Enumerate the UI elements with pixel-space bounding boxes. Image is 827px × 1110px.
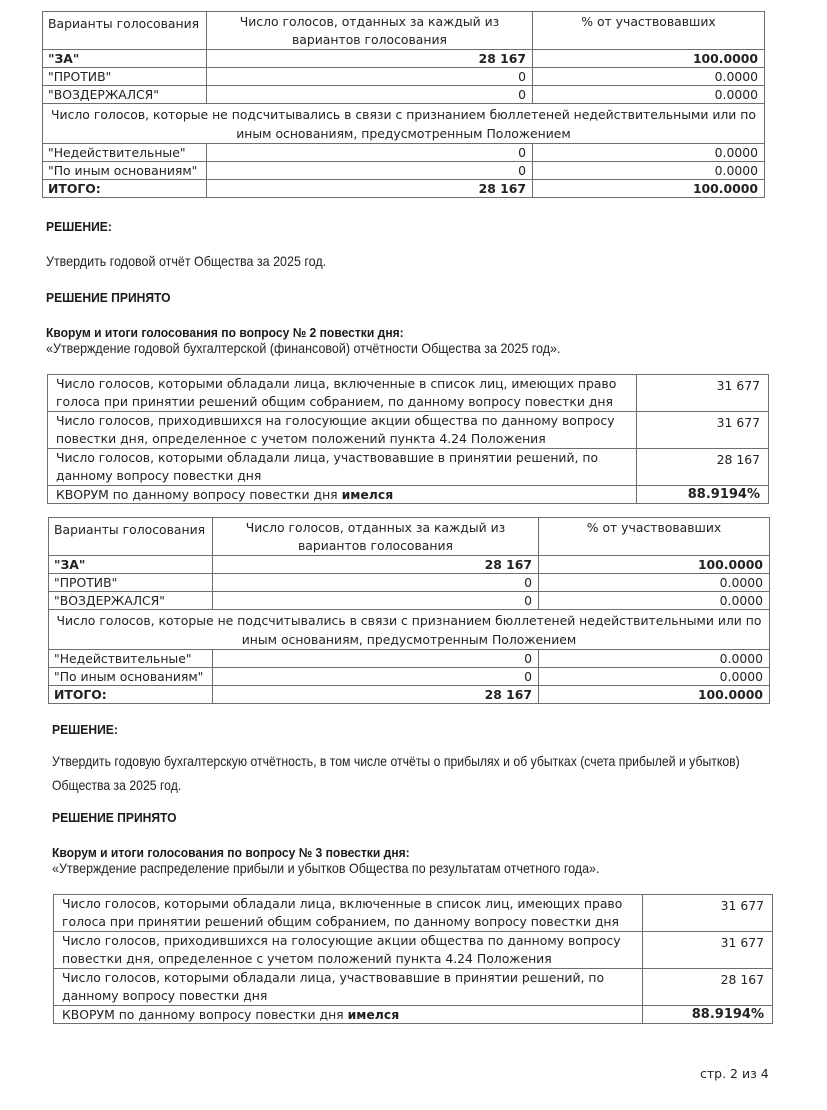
quorum-row-value: 31 677	[637, 375, 769, 412]
total-percent: 100.0000	[539, 686, 770, 704]
total-row	[43, 180, 765, 198]
percent-value: 0.0000	[533, 86, 765, 104]
total-row	[49, 686, 770, 704]
table-row	[43, 50, 765, 68]
votes-value: 0	[213, 574, 539, 592]
decision-status: РЕШЕНИЕ ПРИНЯТО	[46, 290, 171, 305]
quorum-row-value: 31 677	[637, 412, 769, 449]
header-votes: Число голосов, отданных за каждый из вариантов голосования	[207, 12, 533, 50]
not-counted-note: Число голосов, которые не подсчитывались в связи с признанием бюллетеней недействительными или по иным основаниям, предусмотренным Положением	[49, 610, 770, 650]
table-row	[49, 668, 770, 686]
table-row	[43, 162, 765, 180]
percent-value: 0.0000	[533, 144, 765, 162]
option-label: "ЗА"	[43, 50, 207, 68]
quorum-row-value: 31 677	[643, 932, 773, 969]
percent-value: 100.0000	[539, 556, 770, 574]
votes-value: 0	[207, 86, 533, 104]
table-row	[49, 650, 770, 668]
quorum-row-value: 28 167	[643, 969, 773, 1006]
total-percent: 100.0000	[533, 180, 765, 198]
question-2-title: «Утверждение годовой бухгалтерской (финансовой) отчётности Общества за 2025 год».	[46, 341, 561, 356]
not-counted-row	[49, 610, 770, 650]
decision-status: РЕШЕНИЕ ПРИНЯТО	[52, 810, 177, 825]
quorum-row-label: Число голосов, приходившихся на голосующие акции общества по данному вопросу повестки дня, определенное с учетом положений пункта 4.24 Положения	[54, 932, 643, 969]
quorum-table-q2	[47, 374, 769, 504]
quorum-table-q3	[53, 894, 773, 1024]
table-row	[49, 574, 770, 592]
option-label: "Недействительные"	[49, 650, 213, 668]
option-label: "ЗА"	[49, 556, 213, 574]
total-votes: 28 167	[207, 180, 533, 198]
votes-value: 0	[207, 162, 533, 180]
quorum-row-label: Число голосов, приходившихся на голосующие акции общества по данному вопросу повестки дня, определенное с учетом положений пункта 4.24 Положения	[48, 412, 637, 449]
header-votes: Число голосов, отданных за каждый из вариантов голосования	[213, 518, 539, 556]
page-number: стр. 2 из 4	[700, 1066, 769, 1081]
percent-value: 0.0000	[533, 68, 765, 86]
percent-value: 0.0000	[539, 650, 770, 668]
option-label: "По иным основаниям"	[49, 668, 213, 686]
table-header-row	[43, 12, 765, 50]
quorum-percent: 88.9194%	[637, 486, 769, 504]
option-label: "ВОЗДЕРЖАЛСЯ"	[43, 86, 207, 104]
table-header-row	[49, 518, 770, 556]
quorum-label: КВОРУМ по данному вопросу повестки дня	[62, 1007, 344, 1022]
quorum-result-row	[54, 1006, 773, 1024]
quorum-label: КВОРУМ по данному вопросу повестки дня	[56, 487, 338, 502]
quorum-row	[54, 969, 773, 1006]
percent-value: 0.0000	[539, 592, 770, 610]
decision-heading: РЕШЕНИЕ:	[46, 219, 112, 234]
votes-value: 0	[207, 144, 533, 162]
quorum-row-value: 31 677	[643, 895, 773, 932]
table-row	[49, 592, 770, 610]
decision-heading: РЕШЕНИЕ:	[52, 722, 118, 737]
table-row	[43, 68, 765, 86]
total-label: ИТОГО:	[43, 180, 207, 198]
not-counted-note: Число голосов, которые не подсчитывались в связи с признанием бюллетеней недействительными или по иным основаниям, предусмотренным Положением	[43, 104, 765, 144]
total-label: ИТОГО:	[49, 686, 213, 704]
quorum-row	[54, 932, 773, 969]
quorum-result-label-cell	[54, 1006, 643, 1024]
header-option: Варианты голосования	[49, 518, 213, 556]
votes-value: 0	[213, 650, 539, 668]
percent-value: 0.0000	[539, 668, 770, 686]
quorum-row	[48, 449, 769, 486]
quorum-row-label: Число голосов, которыми обладали лица, включенные в список лиц, имеющих право голоса при принятии решений общим собранием, по данному вопросу повестки дня	[48, 375, 637, 412]
total-votes: 28 167	[213, 686, 539, 704]
question-2-heading: Кворум и итоги голосования по вопросу № 2 повестки дня:	[46, 325, 404, 340]
percent-value: 0.0000	[539, 574, 770, 592]
quorum-status: имелся	[347, 1007, 400, 1022]
quorum-percent: 88.9194%	[643, 1006, 773, 1024]
table-row	[43, 86, 765, 104]
quorum-row	[54, 895, 773, 932]
votes-value: 28 167	[207, 50, 533, 68]
option-label: "ВОЗДЕРЖАЛСЯ"	[49, 592, 213, 610]
table-row	[49, 556, 770, 574]
voting-results-table-q1	[42, 11, 765, 198]
votes-value: 0	[213, 668, 539, 686]
quorum-row	[48, 375, 769, 412]
option-label: "По иным основаниям"	[43, 162, 207, 180]
table-row	[43, 144, 765, 162]
header-percent: % от участвовавших	[533, 12, 765, 50]
quorum-row-label: Число голосов, которыми обладали лица, участвовавшие в принятии решений, по данному вопросу повестки дня	[48, 449, 637, 486]
header-option: Варианты голосования	[43, 12, 207, 50]
decision-text: Утвердить годовую бухгалтерскую отчётность, в том числе отчёты о прибылях и об убытках (счета прибылей и убытков) Общества за 2025 год.	[52, 754, 740, 793]
quorum-result-label-cell	[48, 486, 637, 504]
option-label: "ПРОТИВ"	[43, 68, 207, 86]
votes-value: 28 167	[213, 556, 539, 574]
votes-value: 0	[207, 68, 533, 86]
decision-text: Утвердить годовой отчёт Общества за 2025 год.	[46, 254, 327, 269]
quorum-result-row	[48, 486, 769, 504]
quorum-row-value: 28 167	[637, 449, 769, 486]
percent-value: 0.0000	[533, 162, 765, 180]
quorum-row	[48, 412, 769, 449]
quorum-row-label: Число голосов, которыми обладали лица, участвовавшие в принятии решений, по данному вопросу повестки дня	[54, 969, 643, 1006]
votes-value: 0	[213, 592, 539, 610]
not-counted-row	[43, 104, 765, 144]
option-label: "ПРОТИВ"	[49, 574, 213, 592]
percent-value: 100.0000	[533, 50, 765, 68]
voting-results-table-q2	[48, 517, 770, 704]
header-percent: % от участвовавших	[539, 518, 770, 556]
quorum-row-label: Число голосов, которыми обладали лица, включенные в список лиц, имеющих право голоса при принятии решений общим собранием, по данному вопросу повестки дня	[54, 895, 643, 932]
option-label: "Недействительные"	[43, 144, 207, 162]
quorum-status: имелся	[341, 487, 394, 502]
question-3-title: «Утверждение распределение прибыли и убытков Общества по результатам отчетного года».	[52, 861, 600, 876]
question-3-heading: Кворум и итоги голосования по вопросу № 3 повестки дня:	[52, 845, 410, 860]
